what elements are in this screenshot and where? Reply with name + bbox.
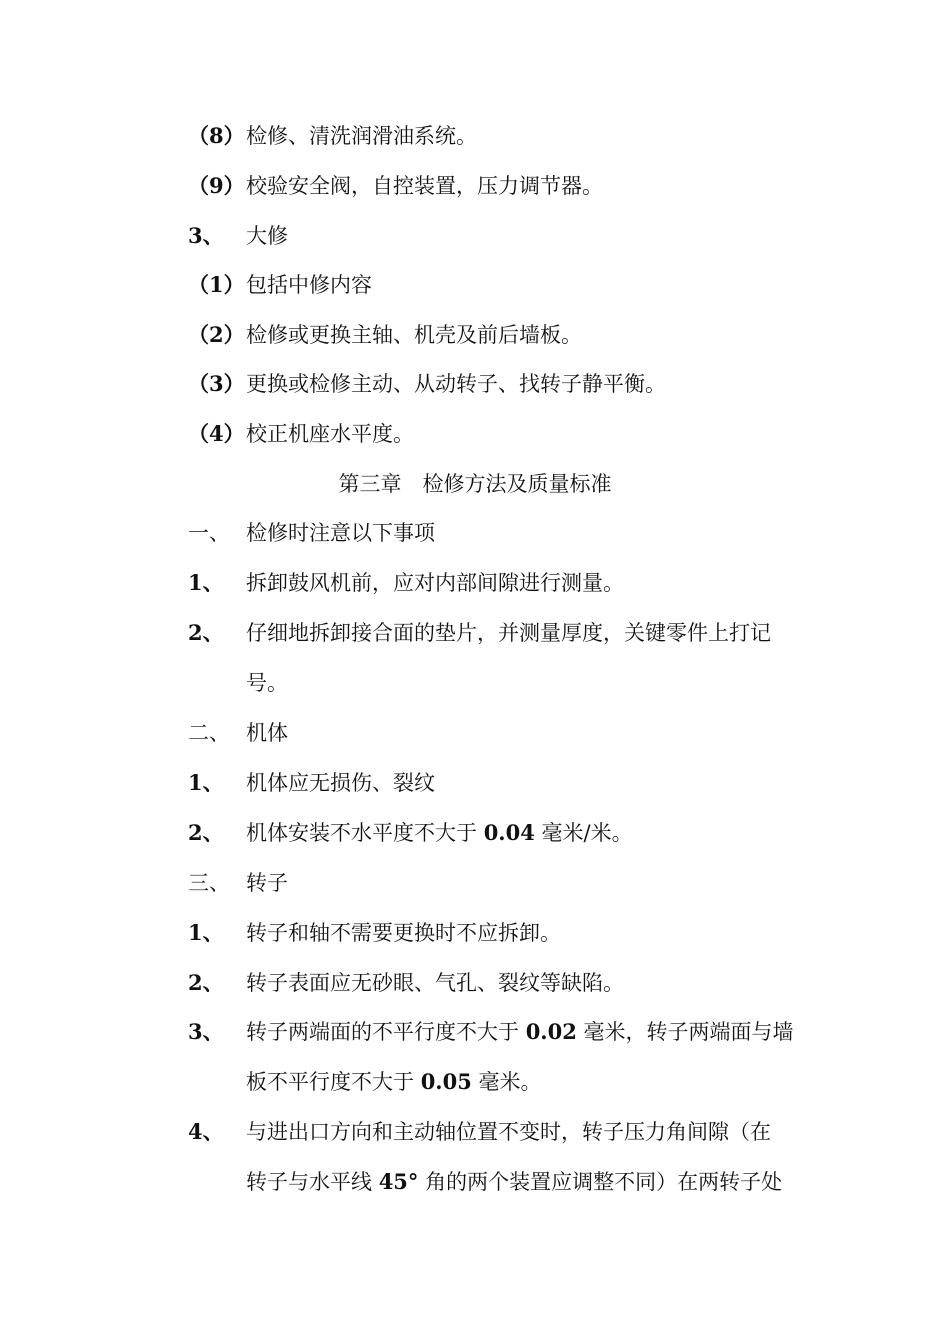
item-value: 45° <box>378 1169 419 1194</box>
item-marker: 2、 <box>188 820 224 845</box>
item-marker: 4、 <box>188 1119 224 1144</box>
section-title: 机体 <box>246 721 288 745</box>
item-text: 转子表面应无砂眼、气孔、裂纹等缺陷。 <box>246 971 624 995</box>
item-text: 转子和轴不需要更换时不应拆卸。 <box>246 921 561 945</box>
item-marker: 1、 <box>188 770 224 795</box>
item-text: 检修或更换主轴、机壳及前后墙板。 <box>246 323 582 347</box>
item-text: 拆卸鼓风机前，应对内部间隙进行测量。 <box>246 571 624 595</box>
item-text: 校正机座水平度。 <box>246 422 414 446</box>
section-title: 检修时注意以下事项 <box>246 521 435 545</box>
item-text: 号。 <box>246 671 288 695</box>
section-marker: 三、 <box>188 871 230 895</box>
item-text <box>246 818 633 848</box>
item-text-b: 毫米/米。 <box>541 821 633 845</box>
item-marker: （3） <box>188 371 245 396</box>
item-text <box>246 1017 794 1047</box>
item-marker: （1） <box>188 272 245 297</box>
item-text: 仔细地拆卸接合面的垫片，并测量厚度，关键零件上打记 <box>246 621 771 645</box>
item-value: 0.04 <box>483 820 535 845</box>
item-marker: 3、 <box>188 1019 224 1044</box>
item-text: 大修 <box>246 224 288 248</box>
item-text <box>246 1167 782 1197</box>
item-text-a: 机体安装不水平度不大于 <box>246 821 477 845</box>
item-text-b: 角的两个装置应调整不同）在两转子处 <box>425 1170 783 1194</box>
item-marker: （4） <box>188 421 245 446</box>
chapter-title: 第三章 检修方法及质量标准 <box>338 472 612 496</box>
item-value: 0.05 <box>420 1069 472 1094</box>
item-marker: （9） <box>188 173 245 198</box>
item-value: 0.02 <box>525 1019 577 1044</box>
item-marker: 2、 <box>188 620 224 645</box>
item-text-b: 毫米。 <box>478 1070 542 1094</box>
item-text-b: 毫米，转子两端面与墙 <box>583 1020 794 1044</box>
item-marker: 3、 <box>188 223 224 248</box>
item-text: 机体应无损伤、裂纹 <box>246 771 435 795</box>
section-marker: 二、 <box>188 721 230 745</box>
item-marker: （2） <box>188 322 245 347</box>
section-title: 转子 <box>246 871 288 895</box>
item-marker: （8） <box>188 123 245 148</box>
item-text <box>246 1067 542 1097</box>
item-text: 校验安全阀，自控装置，压力调节器。 <box>246 174 603 198</box>
section-marker: 一、 <box>188 521 230 545</box>
item-text-a: 转子两端面的不平行度不大于 <box>246 1020 519 1044</box>
item-text: 包括中修内容 <box>246 273 372 297</box>
item-marker: 1、 <box>188 920 224 945</box>
item-text-a: 板不平行度不大于 <box>246 1070 414 1094</box>
item-marker: 1、 <box>188 570 224 595</box>
item-text: 更换或检修主动、从动转子、找转子静平衡。 <box>246 372 666 396</box>
item-text: 检修、清洗润滑油系统。 <box>246 124 477 148</box>
item-marker: 2、 <box>188 970 224 995</box>
item-text: 与进出口方向和主动轴位置不变时，转子压力角间隙（在 <box>246 1120 771 1144</box>
item-text-a: 转子与水平线 <box>246 1170 372 1194</box>
